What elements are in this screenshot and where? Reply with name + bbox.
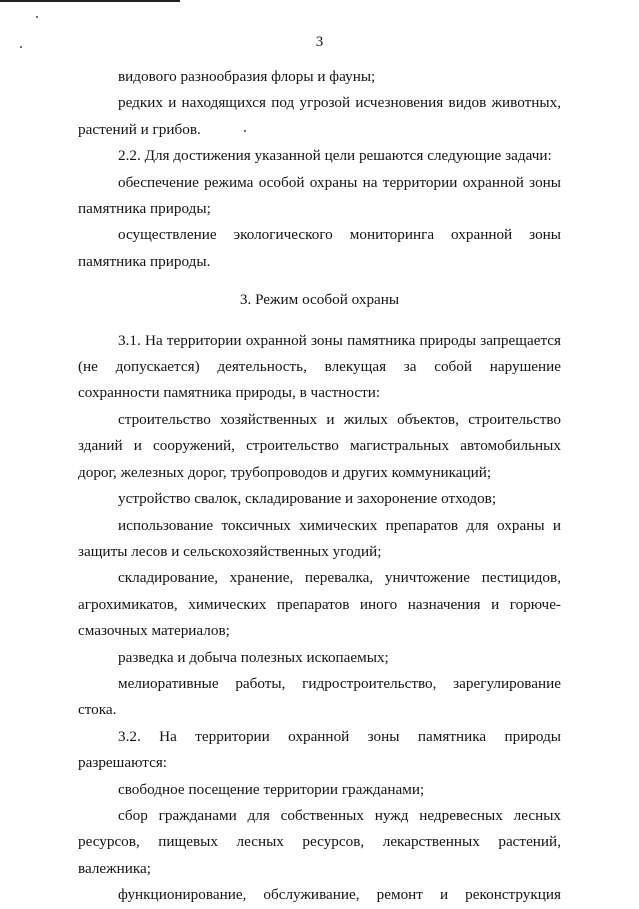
scan-speck: [36, 16, 38, 18]
paragraph: 3.1. На территории охранной зоны памятника природы запрещается (не допускается) деятельность, влекущая за собой нарушение сохранности памятника природы, в частности:: [78, 331, 561, 402]
paragraph: сбор гражданами для собственных нужд недревесных лесных ресурсов, пищевых лесных ресурсов, лекарственных растений, валежника;: [78, 806, 561, 877]
paragraph: осуществление экологического мониторинга охранной зоны памятника природы.: [78, 226, 561, 270]
document-body: [78, 64, 561, 909]
paragraph: 2.2. Для достижения указанной цели решаются следующие задачи:: [118, 147, 552, 165]
paragraph: мелиоративные работы, гидростроительство, зарегулирование стока.: [78, 674, 561, 719]
paragraph: использование токсичных химических препаратов для охраны и защиты лесов и сельскохозяйственных угодий;: [78, 516, 561, 560]
paragraph: редких и находящихся под угрозой исчезновения видов животных, растений и грибов.: [78, 94, 561, 138]
paragraph: устройство свалок, складирование и захоронение отходов;: [118, 490, 497, 508]
paragraph: строительство хозяйственных и жилых объектов, строительство зданий и сооружений, строительство магистральных автомобильных дорог, железных дорог, трубопроводов и других коммуникаций;: [78, 410, 561, 481]
paragraph: видового разнообразия флоры и фауны;: [118, 68, 376, 85]
section-heading: 3. Режим особой охраны: [239, 291, 400, 309]
paragraph: функционирование, обслуживание, ремонт и реконструкция: [118, 886, 561, 904]
scan-edge-line: [0, 0, 180, 2]
page-number: 3: [315, 34, 324, 50]
paragraph: 3.2. На территории охранной зоны памятника природы разрешаются:: [78, 727, 561, 772]
paragraph: складирование, хранение, перевалка, уничтожение пестицидов, агрохимикатов, химических препаратов иного назначения и горюче-смазочных материалов;: [78, 569, 561, 640]
paragraph: разведка и добыча полезных ископаемых;: [118, 648, 389, 666]
paragraph: свободное посещение территории гражданами;: [118, 780, 425, 798]
paragraph: обеспечение режима особой охраны на территории охранной зоны памятника природы;: [78, 173, 561, 218]
